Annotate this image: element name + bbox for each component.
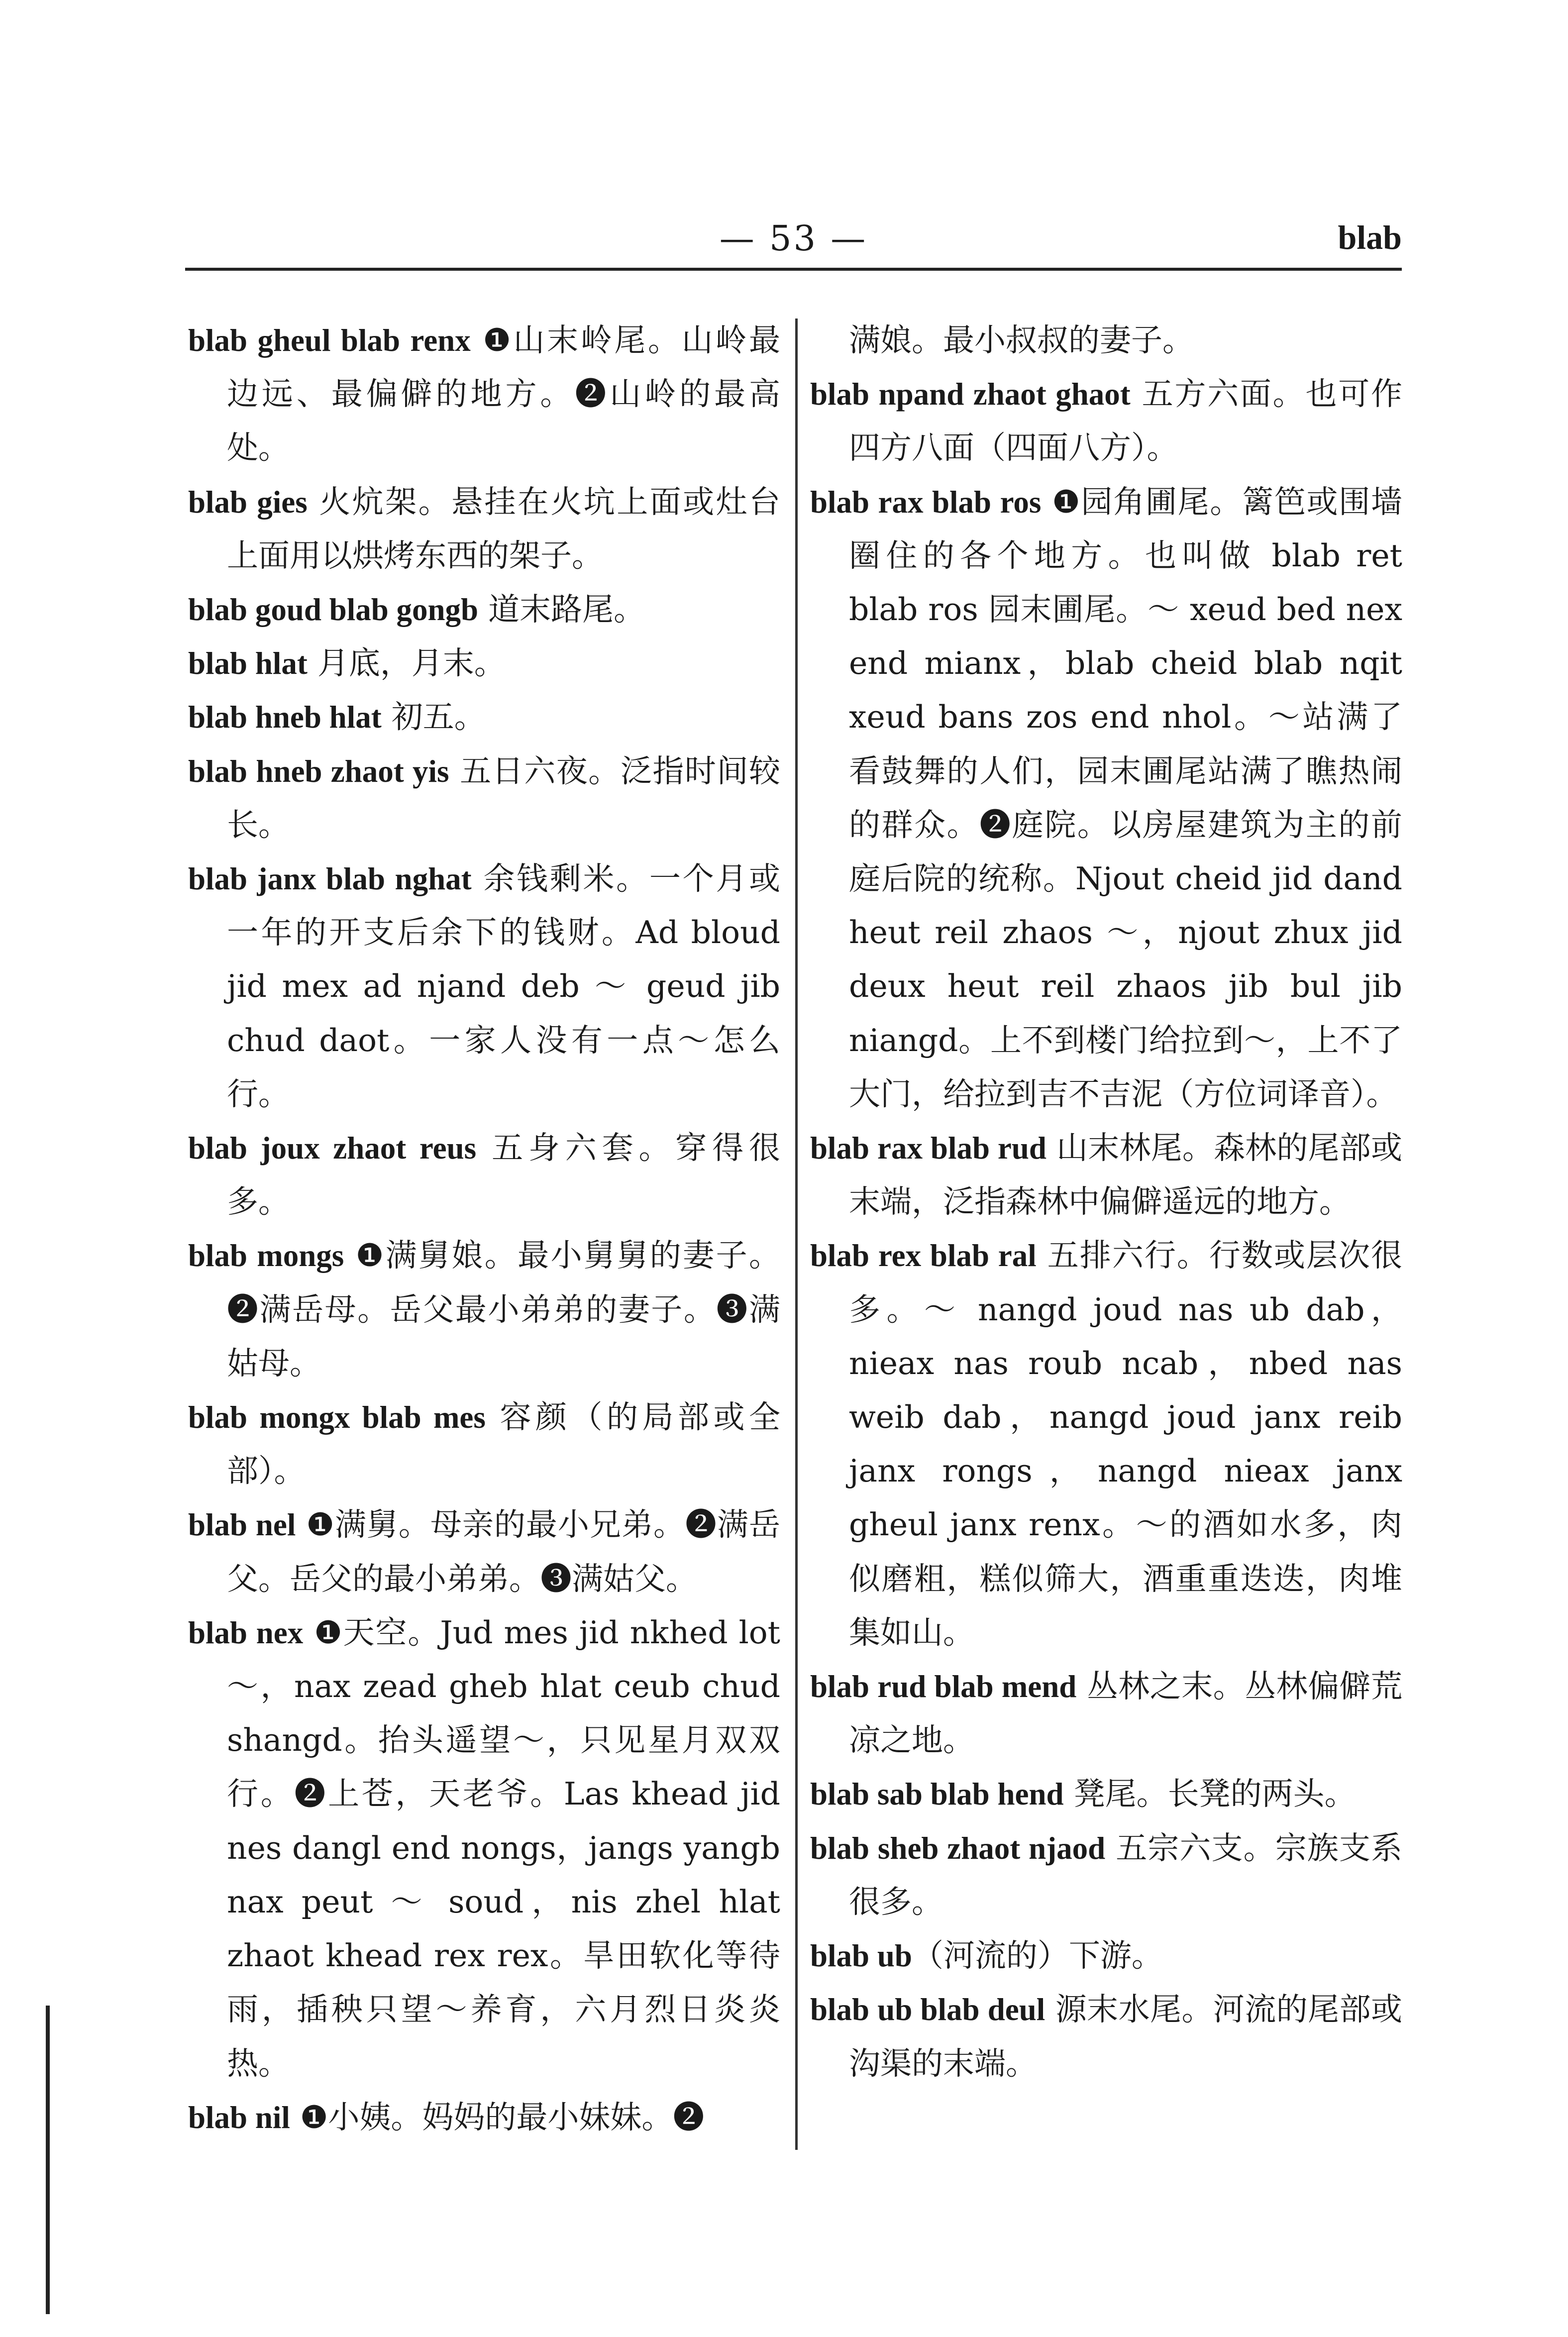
headword: blab janx blab nghat	[188, 861, 472, 897]
left-column	[188, 314, 780, 2144]
definition: 容颜（的局部或全部）。	[227, 1399, 780, 1489]
headword: blab rex blab ral	[810, 1238, 1037, 1274]
definition: 源末水尾。河流的尾部或沟渠的末端。	[849, 1991, 1402, 2082]
definition: 五宗六支。宗族支系很多。	[849, 1829, 1402, 1920]
column-divider	[795, 319, 798, 2150]
entry-continuation: 满娘。最小叔叔的妻子。	[849, 322, 1194, 358]
dictionary-entry	[188, 852, 780, 1121]
definition: 余钱剩米。一个月或一年的开支后余下的钱财。Ad bloud jid mex ad njand deb ～ geud jib chud daot。一家人没有一点～怎么行。	[227, 860, 780, 1112]
definition: ❶满舅娘。最小舅舅的妻子。❷满岳母。岳父最小弟弟的妻子。❸满姑母。	[227, 1237, 780, 1381]
definition: ❶山末岭尾。山岭最边远、最偏僻的地方。❷山岭的最高处。	[227, 322, 780, 466]
headword: blab rax blab ros	[810, 484, 1042, 520]
definition: 初五。	[381, 699, 486, 736]
dictionary-entry	[188, 475, 780, 583]
headword: blab mongx blab mes	[188, 1400, 486, 1435]
headword: blab sab blab hend	[810, 1777, 1064, 1812]
definition: （河流的）下游。	[912, 1937, 1163, 1974]
headword: blab mongs	[188, 1238, 344, 1274]
dictionary-entry	[188, 314, 780, 475]
headword: blab goud blab gongb	[188, 592, 479, 628]
headword: blab rax blab rud	[810, 1131, 1046, 1166]
headword: blab rud blab mend	[810, 1669, 1077, 1704]
dictionary-entry	[810, 1767, 1402, 1821]
definition: 道末路尾。	[478, 591, 645, 628]
headword: blab gheul blab renx	[188, 323, 471, 358]
headword: blab ub blab deul	[810, 1992, 1045, 2027]
dictionary-entry	[188, 637, 780, 690]
dictionary-entry	[188, 583, 780, 637]
dictionary-entry	[188, 1390, 780, 1498]
definition: ❶小姨。妈妈的最小妹妹。❷	[290, 2099, 705, 2135]
headword: blab nex	[188, 1615, 304, 1650]
headword: blab nel	[188, 1507, 296, 1543]
dictionary-entry	[810, 1660, 1402, 1767]
headword: blab sheb zhaot njaod	[810, 1830, 1106, 1866]
headword: blab joux zhaot reus	[188, 1131, 477, 1166]
dictionary-entry	[810, 1229, 1402, 1660]
definition: 丛林之末。丛林偏僻荒凉之地。	[849, 1668, 1403, 1759]
headword: blab hneb zhaot yis	[188, 753, 449, 789]
headword: blab hlat	[188, 646, 308, 681]
right-column	[810, 314, 1402, 2091]
definition: 五日六夜。泛指时间较长。	[227, 752, 781, 843]
headword: blab hneb hlat	[188, 700, 382, 735]
dictionary-entry	[810, 1929, 1402, 1983]
page-number: — 53 —	[719, 218, 868, 259]
headword: blab gies	[188, 484, 308, 520]
dictionary-entry	[810, 367, 1402, 475]
definition: 山末林尾。森林的尾部或末端，泛指森林中偏僻遥远的地方。	[849, 1130, 1402, 1220]
definition: ❶满舅。母亲的最小兄弟。❷满岳父。岳父的最小弟弟。❸满姑父。	[227, 1506, 780, 1597]
definition: 五排六行。行数或层次很多。～ nangd joud nas ub dab，nieax nas roub ncab，nbed nas weib dab，nangd joud janx reib janx rongs，nangd nieax janx gheul janx renx。～的酒如水多，肉似磨粗，糕似筛大，酒重重迭迭，肉堆集如山。	[849, 1237, 1402, 1651]
dictionary-entry	[188, 690, 780, 744]
definition: ❶园角圃尾。篱笆或围墙圈住的各个地方。也叫做 blab ret blab ros 园末圃尾。～ xeud bed nex end mianx，blab cheid blab nqit xeud bans zos end nhol。～站满了看鼓舞的人们，园末圃尾站满了瞧热闹的群众。❷庭院。以房屋建筑为主的前庭后院的统称。Njout cheid jid dand heut reil zhaos ～，njout zhux jid deux heut reil zhaos jib bul jib niangd。上不到楼门给拉到～，上不了大门，给拉到吉不吉泥（方位词译音）。	[849, 483, 1402, 1112]
headword: blab nil	[188, 2100, 290, 2135]
headword: blab npand zhaot ghaot	[810, 377, 1131, 412]
header-rule	[185, 268, 1402, 271]
headword: blab ub	[810, 1938, 912, 1974]
definition: 凳尾。长凳的两头。	[1063, 1776, 1356, 1812]
dictionary-entry	[810, 1821, 1402, 1929]
definition: ❶天空。Jud mes jid nkhed lot ～，nax zead gheb hlat ceub chud shangd。抬头遥望～，只见星月双双行。❷上苍，天老爷。Las khead jid nes dangl end nongs，jangs yangb nax peut ～ soud，nis zhel hlat zhaot khead rex rex。旱田软化等待雨，插秧只望～养育，六月烈日炎炎热。	[227, 1614, 780, 2082]
definition: 五身六套。穿得很多。	[227, 1130, 780, 1220]
dictionary-entry	[188, 744, 780, 852]
definition: 月底，月末。	[307, 645, 506, 682]
dictionary-entry	[188, 2091, 780, 2144]
dictionary-entry	[810, 1983, 1402, 2090]
guide-word: blab	[1338, 218, 1402, 256]
scan-edge-mark	[46, 2006, 50, 2314]
dictionary-entry	[810, 1121, 1402, 1229]
dictionary-entry	[188, 1606, 780, 2091]
dictionary-entry	[188, 1229, 780, 1390]
definition: 火炕架。悬挂在火坑上面或灶台上面用以烘烤东西的架子。	[227, 483, 781, 574]
dictionary-entry	[810, 475, 1402, 1121]
dictionary-entry	[188, 1121, 780, 1229]
page-header	[185, 209, 1402, 269]
dictionary-entry	[188, 1498, 780, 1605]
definition: 五方六面。也可作四方八面（四面八方）。	[849, 376, 1402, 466]
